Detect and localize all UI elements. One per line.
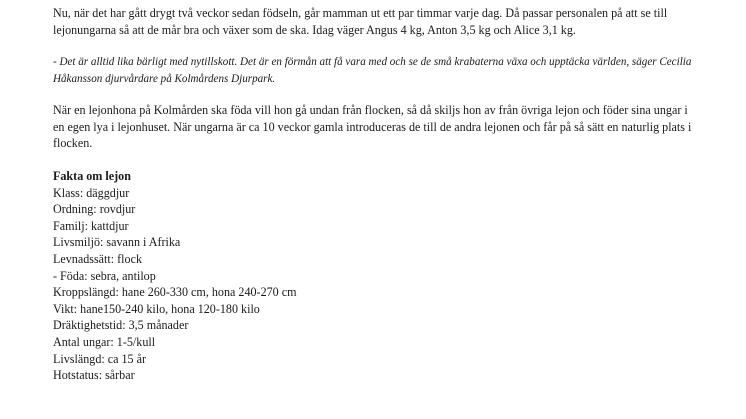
fact-line-threat-status: Hotstatus: sårbar (53, 368, 135, 383)
article-body (53, 5, 693, 384)
fact-line-lifestyle: Levnadssätt: flock (53, 251, 142, 266)
quote-paragraph: - Det är alltid lika bärligt med nytillskott. Det är en förmån att få vara med och se de små krabaterna växa och upptäcka världen, säger Cecilia Håkansson djurvårdare på Kolmårdens Djurpark. (53, 56, 692, 86)
fact-line-gestation: Dräktighetstid: 3,5 månader (53, 318, 189, 333)
facts-section (53, 168, 693, 384)
fact-line-body-length: Kroppslängd: hane 260-330 cm, hona 240-270 cm (53, 285, 297, 300)
fact-line-litter-size: Antal ungar: 1-5/kull (53, 334, 156, 349)
birth-paragraph: När en lejonhona på Kolmården ska föda vill hon gå undan från flocken, så då skiljs hon av från övriga lejon och föder sina ungar i en egen lya i lejonhuset. När ungarna är ca 10 veckor gamla introduceras de till de andra lejonen och får på så sätt en naturlig plats i flocken. (53, 103, 692, 151)
fact-line-lifespan: Livslängd: ca 15 år (53, 351, 147, 366)
fact-line-weight: Vikt: hane150-240 kilo, hona 120-180 kilo (53, 301, 260, 316)
fact-line-family: Familj: kattdjur (53, 218, 129, 233)
fact-line-habitat: Livsmiljö: savann i Afrika (53, 235, 181, 250)
facts-title: Fakta om lejon (53, 168, 131, 183)
fact-line-food: - Föda: sebra, antilop (53, 268, 156, 283)
fact-line-order: Ordning: rovdjur (53, 202, 136, 217)
fact-line-class: Klass: däggdjur (53, 185, 130, 200)
intro-paragraph: Nu, när det har gått drygt två veckor sedan födseln, går mamman ut ett par timmar varje dag. Då passar personalen på att se till lejonungarna så att de mår bra och växer som de ska. Idag väger Angus 4 kg, Anton 3,5 kg och Alice 3,1 kg. (53, 6, 668, 37)
